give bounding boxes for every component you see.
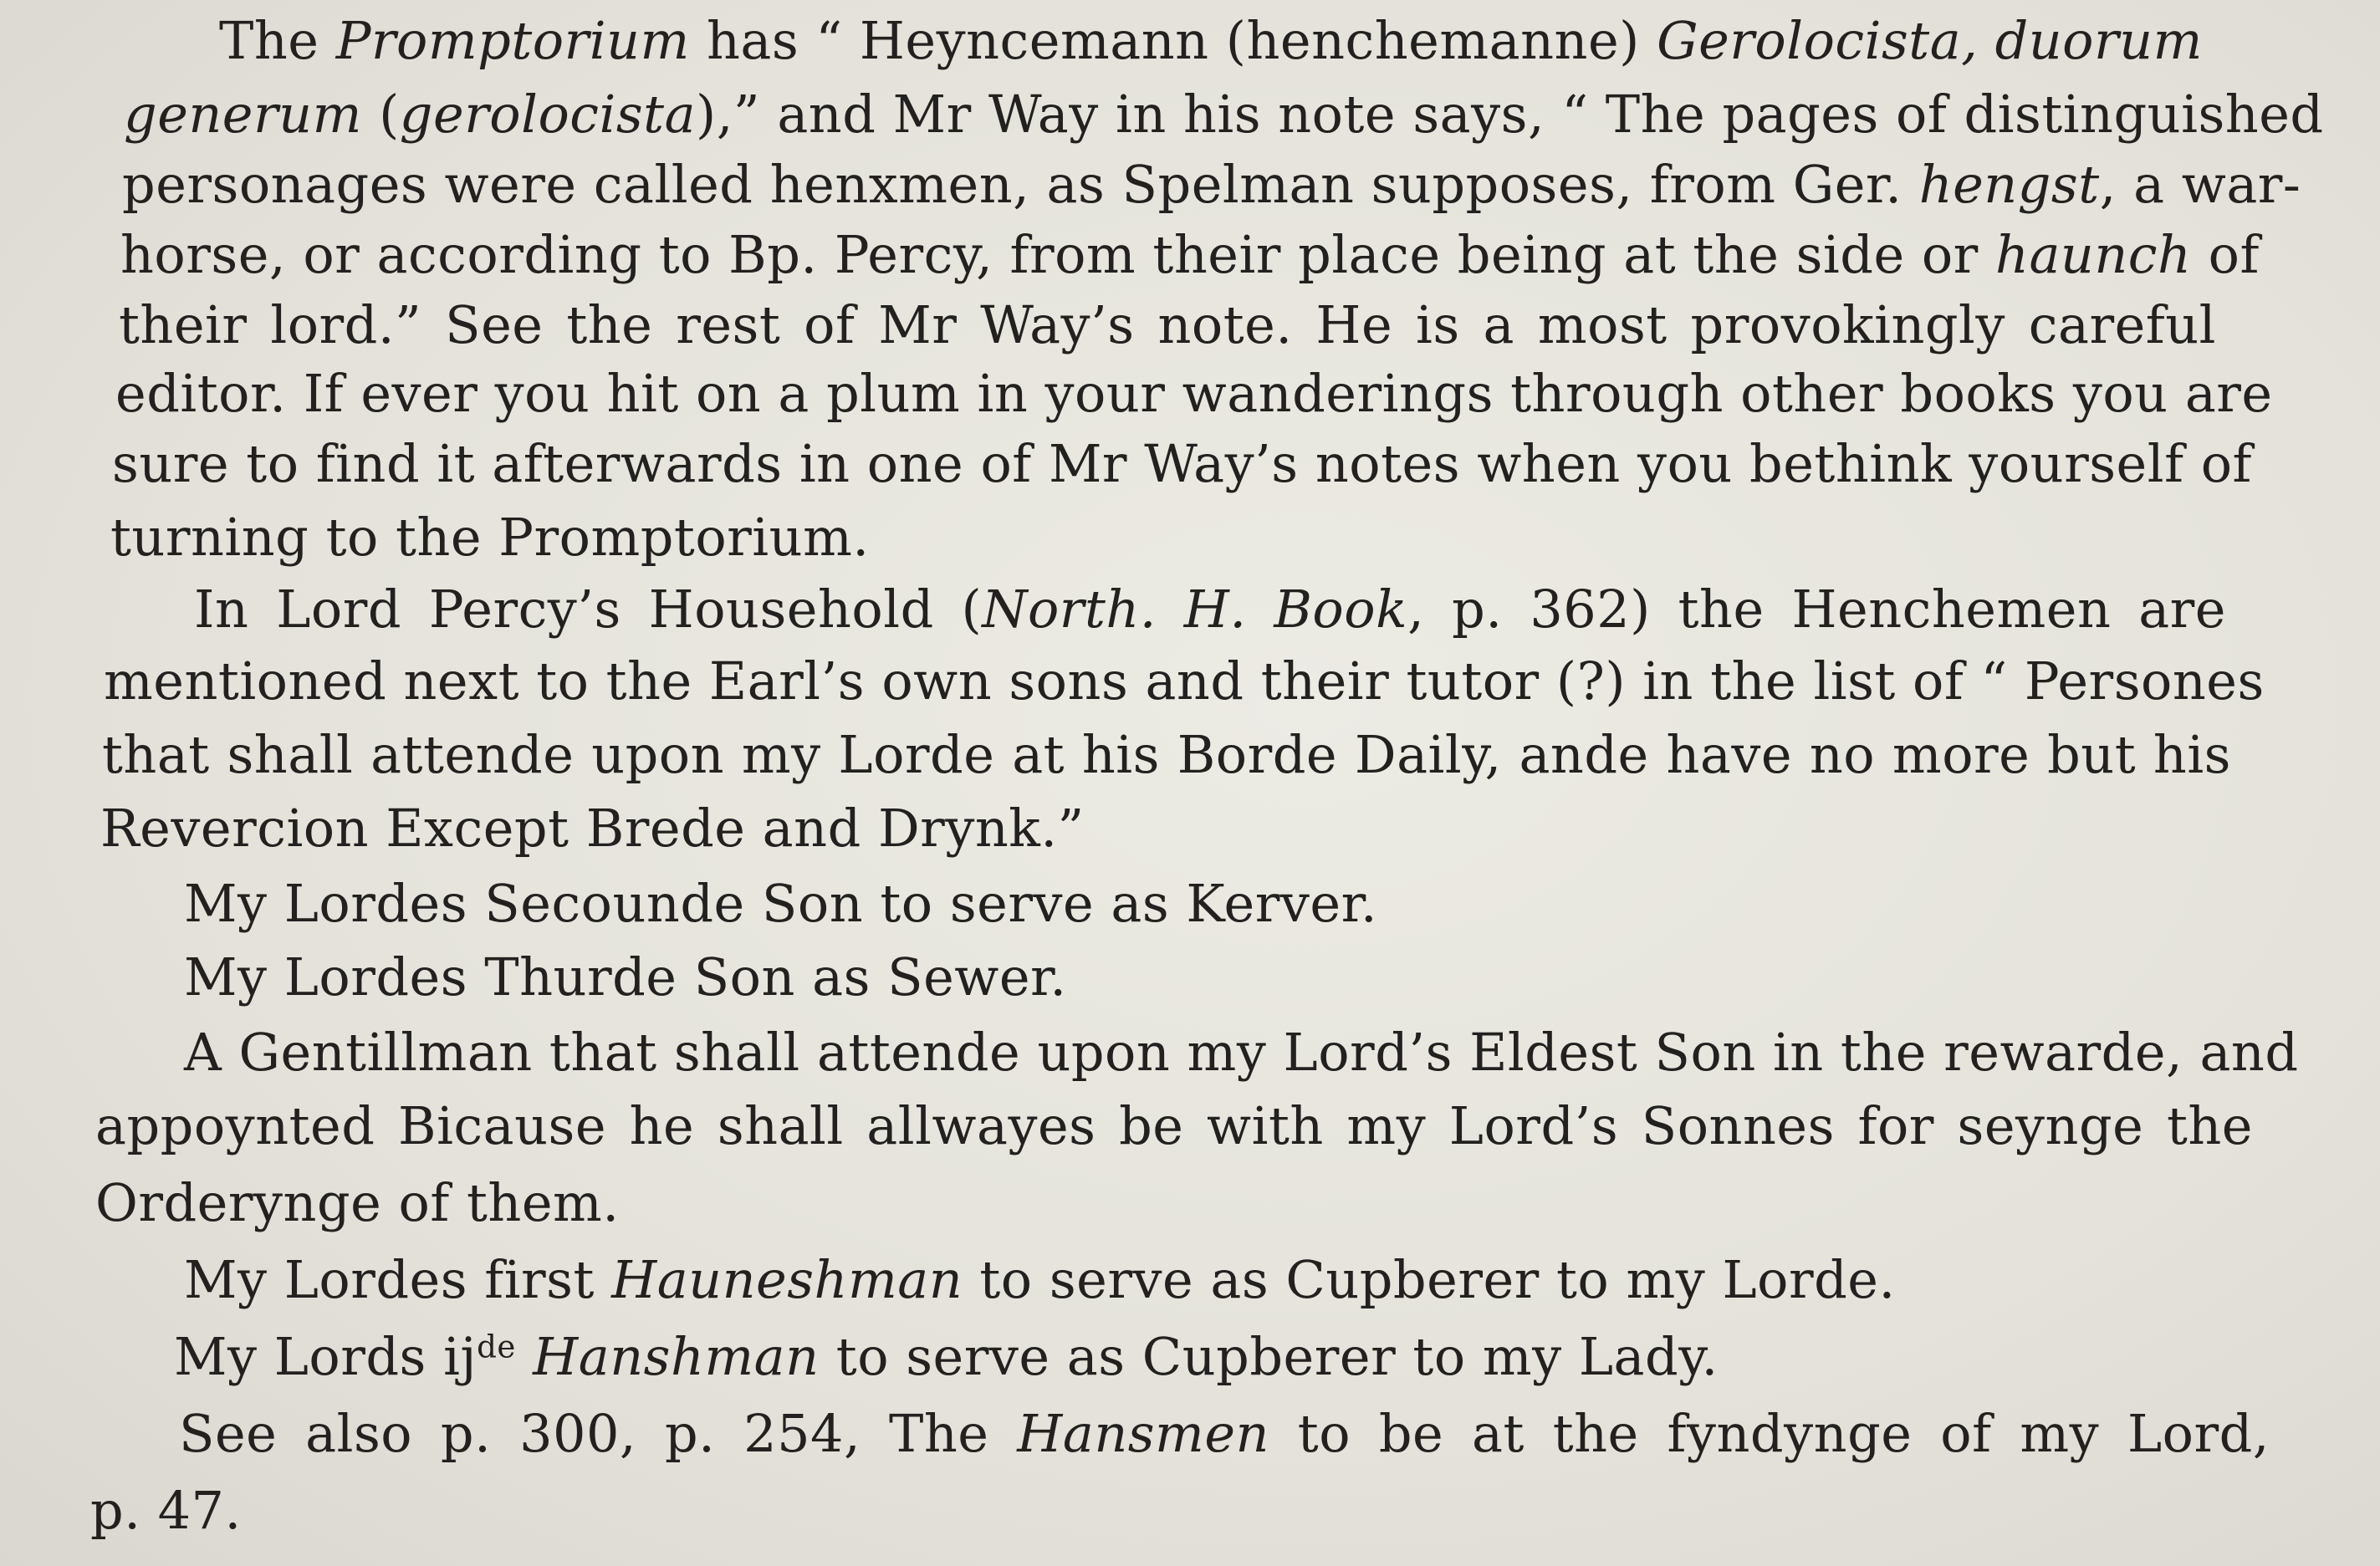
line-21: p. 47. [90,1480,242,1541]
line-8: turning to the Promptorium. [110,507,870,568]
line-2: generum (gerolocista),” and Mr Way in his note says, “ The pages of distinguished [124,84,2324,145]
line-16: appoynted Bicause he shall allwayes be with my Lord’s Sonnes for seynge the [95,1095,2253,1156]
line-11: that shall attende upon my Lorde at his Borde Daily, ande have no more but his [102,724,2231,785]
line-13: My Lordes Secounde Son to serve as Kerver. [184,873,1378,934]
line-12: Revercion Except Brede and Drynk.” [100,798,1085,859]
line-9: In Lord Percy’s Household (North. H. Book, p. 362) the Henchemen are [194,579,2226,640]
line-4: horse, or according to Bp. Percy, from their place being at the side or haunch of [120,224,2260,285]
line-3: personages were called henxmen, as Spelman supposes, from Ger. hengst, a war- [122,154,2301,215]
line-10: mentioned next to the Earl’s own sons and their tutor (?) in the list of “ Persones [104,650,2265,712]
line-5: their lord.” See the rest of Mr Way’s note. He is a most provokingly careful [119,294,2216,355]
line-14: My Lordes Thurde Son as Sewer. [184,946,1067,1007]
line-1: The Promptorium has “ Heyncemann (henchemanne) Gerolocista, duorum [219,10,2203,71]
line-18: My Lordes first Hauneshman to serve as Cupberer to my Lorde. [184,1249,1896,1310]
line-17: Orderynge of them. [95,1172,620,1233]
line-19: My Lords $ij^{de}$ Hanshman to serve as Cupberer to my Lady. [174,1326,1719,1387]
line-15: A Gentillman that shall attende upon my Lord’s Eldest Son in the rewarde, and [184,1022,2299,1083]
line-7: sure to find it afterwards in one of Mr Way’s notes when you bethink yourself of [112,433,2252,494]
line-6: editor. If ever you hit on a plum in your wanderings through other books you are [115,363,2273,424]
line-20: See also p. 300, p. 254, The Hansmen to be at the fyndynge of my Lord, [179,1403,2270,1464]
